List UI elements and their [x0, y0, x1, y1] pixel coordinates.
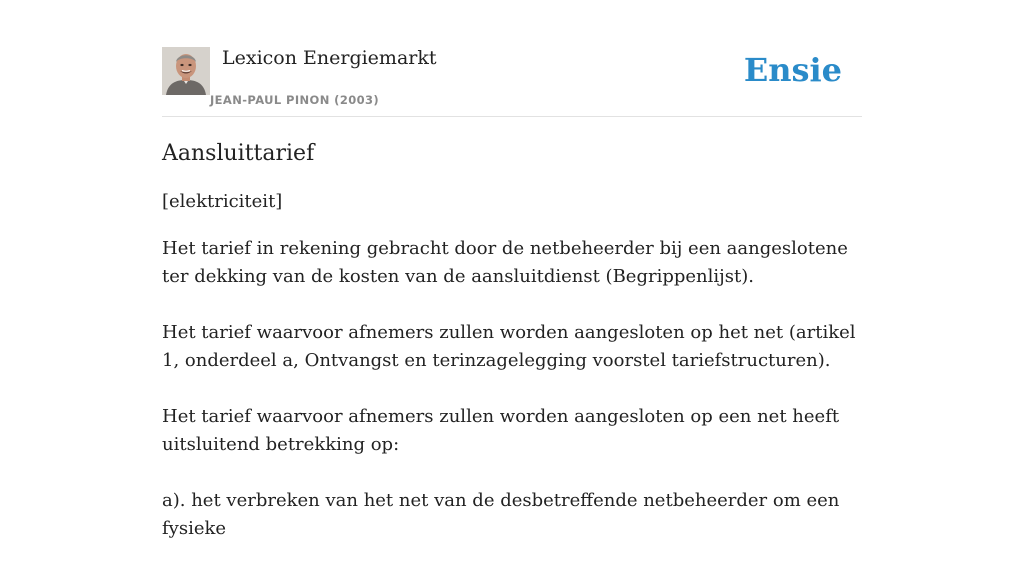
entry-content — [162, 138, 862, 571]
author-avatar[interactable] — [162, 47, 210, 95]
lexicon-header — [162, 46, 862, 117]
entry-paragraph: Het tarief waarvoor afnemers zullen worden aangesloten op een net heeft uitsluitend betrekking op: — [162, 406, 840, 455]
entry-paragraph: Het tarief waarvoor afnemers zullen worden aangesloten op het net (artikel 1, onderdeel a, Ontvangst en terinzagelegging voorstel tariefstructuren). — [162, 322, 856, 371]
entry-paragraph: Het tarief in rekening gebracht door de netbeheerder bij een aangeslotene ter dekking van de kosten van de aansluitdienst (Begrippenlijst). — [162, 238, 848, 287]
entry-title: Aansluittarief — [162, 141, 315, 166]
entry-paragraph: a). het verbreken van het net van de desbetreffende netbeheerder om een fysieke — [162, 490, 840, 539]
author-name[interactable]: JEAN-PAUL PINON (2003) — [210, 93, 380, 107]
entry-subject: [elektriciteit] — [162, 191, 283, 212]
author-portrait-icon — [162, 47, 210, 95]
ensie-logo-link[interactable]: Ensie — [743, 51, 842, 89]
lexicon-title[interactable]: Lexicon Energiemarkt — [222, 47, 437, 69]
